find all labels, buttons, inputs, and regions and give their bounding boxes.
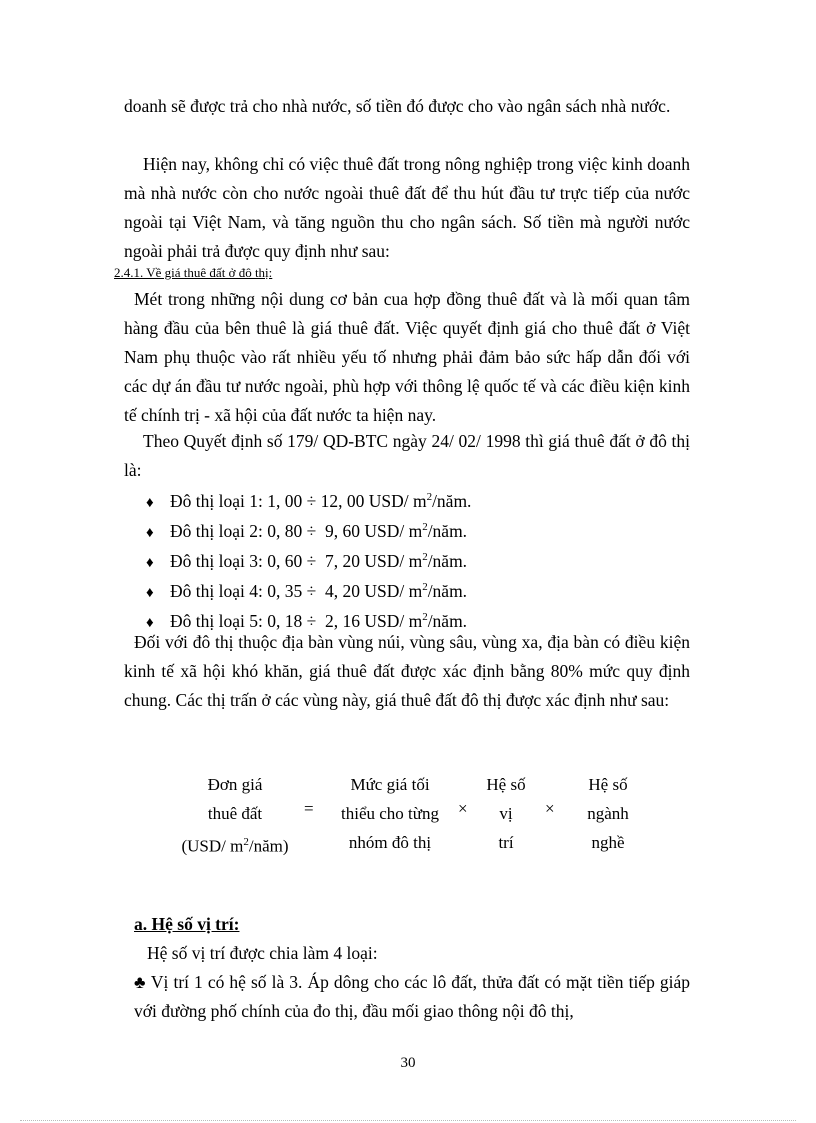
price-formula <box>0 770 816 860</box>
bullet-unit: /năm. <box>427 520 468 541</box>
section-heading-a: a. Hệ số vị trí: <box>134 914 240 934</box>
subheading-2-4-1: 2.4.1. Về giá thuê đất ở đô thị: <box>114 265 273 280</box>
formula-text: (USD/ $m^2/năm$) <box>181 836 289 856</box>
list-item <box>146 572 471 602</box>
bullet-range: 1, 00 ÷ 12, 00 USD/ m <box>267 490 427 511</box>
club-bullet-icon: ♣ <box>134 972 147 992</box>
equals-sign: = <box>304 799 314 818</box>
paragraph-7-text: Vị trí 1 có hệ số là 3. Áp dông cho các lô đất, thửa đất có mặt tiền tiếp giáp với đường phố chính của đo thị, đầu mối giao thông nội đô thị, <box>134 972 691 1021</box>
formula-text: vị <box>499 804 513 823</box>
page-edge-divider <box>20 1120 796 1121</box>
bullet-unit: /năm. <box>432 490 472 511</box>
bullet-label: Đô thị loại 3: <box>170 550 263 571</box>
paragraph-2: Hiện nay, không chỉ có việc thuê đất trong nông nghiệp trong việc kinh doanh mà nhà nước còn cho nước ngoài thuê đất để thu hút đầu tư trực tiếp của nước ngoài tại Việt Nam, và tăng nguồn thu cho ngân sách. Số tiền mà người nước ngoài phải trả được quy định như sau: <box>124 154 690 261</box>
list-item <box>146 512 471 542</box>
formula-text: thuê đất <box>207 804 263 823</box>
formula-text: nhóm đô thị <box>348 833 432 852</box>
bullet-sup: 2 <box>422 551 428 563</box>
formula-unit-price <box>160 770 310 861</box>
formula-text: thiểu cho từng <box>341 804 439 823</box>
diamond-bullet-icon: ♦ <box>146 554 154 571</box>
formula-text: trí <box>498 833 514 852</box>
price-bullet-list <box>146 482 471 632</box>
bullet-sup: 2 <box>426 491 433 503</box>
formula-industry-coef <box>573 770 643 857</box>
bullet-label: Đô thị loại 2: <box>170 520 263 541</box>
paragraph-3: Mét trong những nội dung cơ bản cua hợp đồng thuê đất và là mối quan tâm hàng đầu của bên thuê là giá thuê đất. Việc quyết định giá cho thuê đất ở Việt Nam phụ thuộc vào rất nhiều yếu tố nhưng phải đảm bảo sức hấp dẫn đối với các dự án đầu tư nước ngoài, phù hợp với thông lệ quốc tế và các điều kiện kinh tế chính trị - xã hội của đất nước ta hiện nay. <box>124 289 690 425</box>
paragraph-7 <box>134 968 690 1026</box>
list-item <box>146 542 471 572</box>
bullet-range: 0, 18 ÷ 2, 16 USD/ m <box>267 610 423 631</box>
bullet-unit: /năm. <box>427 550 468 571</box>
bullet-unit: /năm. <box>427 610 468 631</box>
formula-text: ngành <box>587 804 629 823</box>
formula-location-coef <box>476 770 536 857</box>
diamond-bullet-icon: ♦ <box>146 494 154 511</box>
list-item <box>146 482 471 512</box>
formula-text: Hệ số <box>588 775 628 794</box>
bullet-sup: 2 <box>422 581 428 593</box>
paragraph-1: doanh sẽ được trả cho nhà nước, số tiền đó được cho vào ngân sách nhà nước. <box>124 96 671 116</box>
bullet-label: Đô thị loại 5: <box>170 610 263 631</box>
paragraph-4: Theo Quyết định số 179/ QD-BTC ngày 24/ 02/ 1998 thì giá thuê đất ở đô thị là: <box>124 431 690 480</box>
bullet-range: 0, 35 ÷ 4, 20 USD/ m <box>267 580 423 601</box>
paragraph-5: Đối với đô thị thuộc địa bàn vùng núi, vùng sâu, vùng xa, địa bàn có điều kiện kinh tế xã hội khó khăn, giá thuê đất được xác định bằng 80% mức quy định chung. Các thị trấn ở các vùng này, giá thuê đất đô thị được xác định như sau: <box>124 632 690 710</box>
paragraph-6: Hệ số vị trí được chia làm 4 loại: <box>147 943 378 963</box>
formula-text: nghề <box>591 833 625 852</box>
formula-text: Hệ số <box>486 775 526 794</box>
bullet-label: Đô thị loại 1: <box>170 490 263 511</box>
formula-text: Mức giá tối <box>350 775 430 794</box>
bullet-sup: 2 <box>422 611 428 623</box>
formula-text: Đơn giá <box>207 775 263 794</box>
page-number: 30 <box>400 1055 416 1071</box>
bullet-label: Đô thị loại 4: <box>170 580 263 601</box>
bullet-range: 0, 60 ÷ 7, 20 USD/ m <box>267 550 423 571</box>
diamond-bullet-icon: ♦ <box>146 584 154 601</box>
times-sign: × <box>458 799 468 818</box>
bullet-unit: /năm. <box>427 580 468 601</box>
diamond-bullet-icon: ♦ <box>146 614 154 631</box>
bullet-range: 0, 80 ÷ 9, 60 USD/ m <box>267 520 423 541</box>
bullet-sup: 2 <box>422 521 428 533</box>
formula-min-price <box>325 770 455 857</box>
diamond-bullet-icon: ♦ <box>146 524 154 541</box>
times-sign: × <box>545 799 555 818</box>
